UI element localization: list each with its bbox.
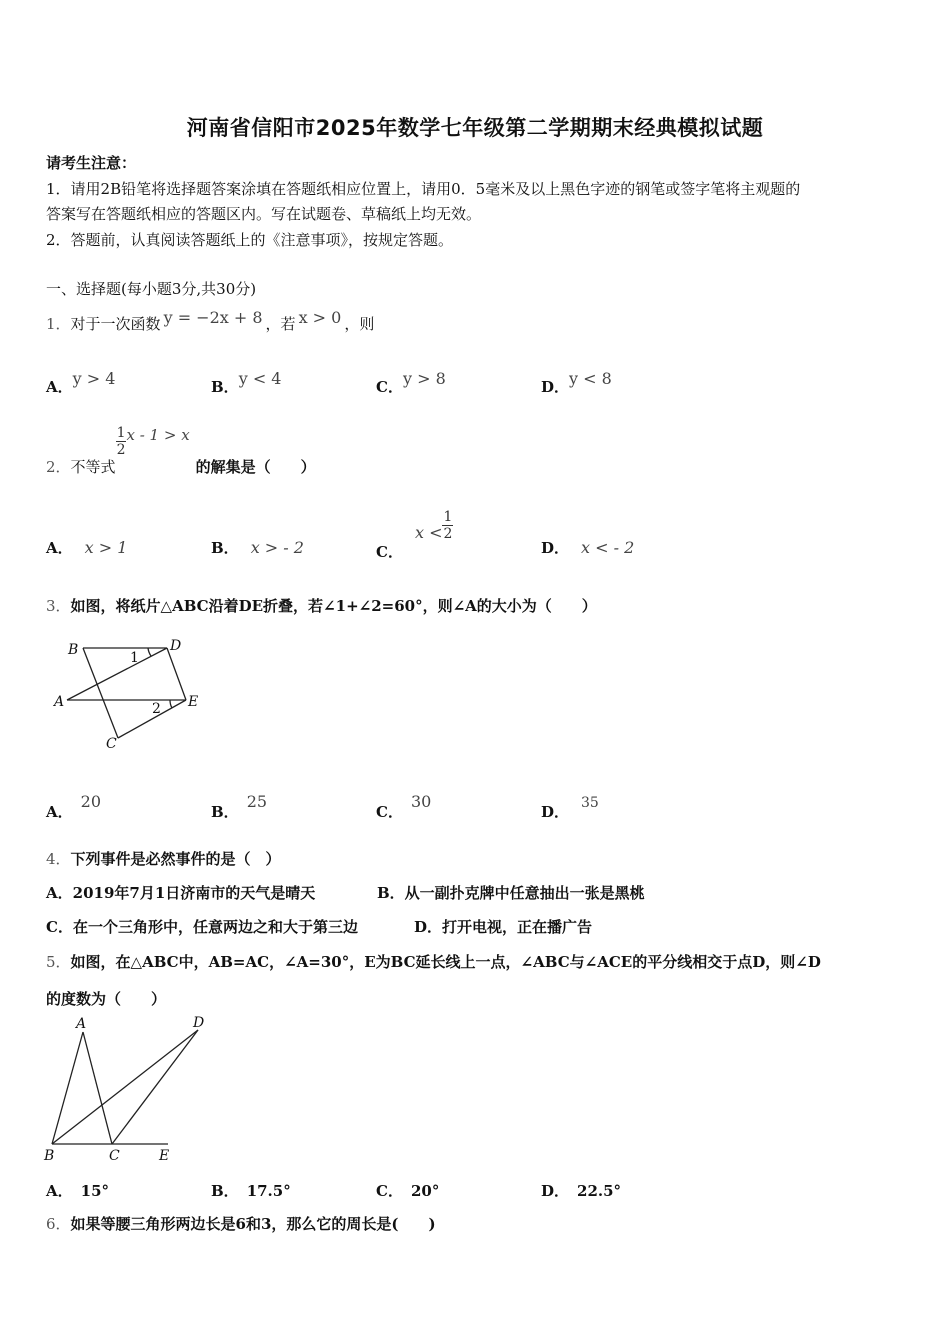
q4-option-b: B．从一副扑克牌中任意抽出一张是黑桃 bbox=[377, 884, 645, 902]
segment-ad bbox=[67, 648, 167, 700]
q2-option-d: D． x < - 2 bbox=[541, 538, 635, 557]
q3-option-b: B．25 bbox=[211, 792, 268, 821]
notice-line-1: 1．请用2B铅笔将选择题答案涂填在答题纸相应位置上，请用0．5毫米及以上黑色字迹的钢笔或签字笔将主观题的 bbox=[46, 180, 801, 198]
angle-2-arc bbox=[170, 700, 172, 708]
q1-option-a: A．y > 4 bbox=[46, 369, 116, 396]
q5-option-a: A． 15° bbox=[46, 1182, 110, 1200]
label-d: D bbox=[170, 638, 182, 654]
q1-mid: ，若 bbox=[265, 315, 296, 333]
segment-ac bbox=[83, 1032, 112, 1144]
label-e: E bbox=[159, 1148, 170, 1164]
label-b: B bbox=[68, 642, 79, 658]
q4-option-c: C．在一个三角形中，任意两边之和大于第三边 bbox=[46, 918, 358, 936]
q4-option-d: D．打开电视，正在播广告 bbox=[414, 918, 593, 936]
segment-de bbox=[167, 648, 186, 700]
q5-figure bbox=[40, 1012, 220, 1167]
notice-heading: 请考生注意： bbox=[46, 154, 137, 172]
label-c: C bbox=[106, 736, 117, 752]
q2-pre: 不等式 bbox=[70, 457, 116, 476]
label-c: C bbox=[109, 1148, 120, 1164]
question-number: 3． bbox=[46, 597, 71, 615]
q2-inequality: x - 1 > x bbox=[126, 425, 190, 444]
q3-option-d: D． 35 bbox=[541, 795, 599, 821]
q3-option-a: A．20 bbox=[46, 792, 101, 821]
label-angle-2: 2 bbox=[152, 701, 161, 717]
label-d: D bbox=[193, 1015, 205, 1031]
label-e: E bbox=[188, 694, 199, 710]
page-title: 河南省信阳市2025年数学七年级第二学期期末经典模拟试题 bbox=[186, 116, 764, 140]
q1-condition: x > 0 bbox=[298, 308, 342, 327]
q1-function: y = −2x + 8 bbox=[163, 308, 263, 327]
q1-pre: 对于一次函数 bbox=[70, 315, 161, 333]
question-5: 5．如图，在△ABC中，AB=AC，∠A=30°，E为BC延长线上一点，∠ABC与∠ACE的平分线相交于点D，则∠D bbox=[46, 953, 821, 971]
question-number: 4． bbox=[46, 850, 71, 868]
segment-bc bbox=[83, 648, 118, 738]
q2-option-c: C．x < $\frac{1}{2}$ bbox=[376, 509, 453, 561]
angle-1-arc bbox=[148, 648, 151, 656]
question-3: 3．如图，将纸片△ABC沿着DE折叠，若∠1+∠2=60°，则∠A的大小为（ ） bbox=[46, 597, 597, 615]
question-5-cont: 的度数为（ ） bbox=[46, 990, 167, 1008]
label-b: B bbox=[44, 1148, 55, 1164]
q1-option-d: D．y < 8 bbox=[541, 369, 612, 396]
question-number: 2． bbox=[46, 457, 71, 476]
question-1 bbox=[46, 308, 375, 334]
q2-option-c-fraction: $\frac{1}{2}$ bbox=[443, 509, 453, 542]
q1-option-c: C．y > 8 bbox=[376, 369, 446, 396]
q2-post: 的解集是（ ） bbox=[195, 457, 316, 476]
q1-post: ，则 bbox=[344, 315, 375, 333]
segment-ab bbox=[52, 1032, 83, 1144]
q5-option-d: D． 22.5° bbox=[541, 1182, 622, 1200]
label-a: A bbox=[76, 1016, 87, 1032]
q3-figure bbox=[50, 632, 210, 752]
label-a: A bbox=[54, 694, 65, 710]
question-number: 6． bbox=[46, 1215, 71, 1233]
label-angle-1: 1 bbox=[130, 650, 139, 666]
q4-option-a: A．2019年7月1日济南市的天气是晴天 bbox=[46, 884, 316, 902]
notice-line-1b: 答案写在答题纸相应的答题区内。写在试题卷、草稿纸上均无效。 bbox=[46, 205, 482, 223]
question-4: 4．下列事件是必然事件的是（ ） bbox=[46, 850, 281, 868]
question-2 bbox=[46, 425, 316, 476]
question-number: 1． bbox=[46, 315, 71, 333]
q3-option-c: C．30 bbox=[376, 792, 432, 821]
q5-option-b: B． 17.5° bbox=[211, 1182, 291, 1200]
question-number: 5． bbox=[46, 953, 71, 971]
q5-option-c: C． 20° bbox=[376, 1182, 440, 1200]
q1-option-b: B．y < 4 bbox=[211, 369, 282, 396]
q2-option-b: B． x > - 2 bbox=[211, 538, 304, 557]
q2-option-a: A． x > 1 bbox=[46, 538, 128, 557]
question-6: 6．如果等腰三角形两边长是6和3，那么它的周长是( ) bbox=[46, 1215, 436, 1233]
notice-line-2: 2．答题前，认真阅读答题纸上的《注意事项》，按规定答题。 bbox=[46, 231, 454, 249]
q2-fraction: $\frac{1}{2}$ bbox=[116, 425, 126, 458]
section-heading: 一、选择题(每小题3分,共30分) bbox=[46, 280, 257, 298]
